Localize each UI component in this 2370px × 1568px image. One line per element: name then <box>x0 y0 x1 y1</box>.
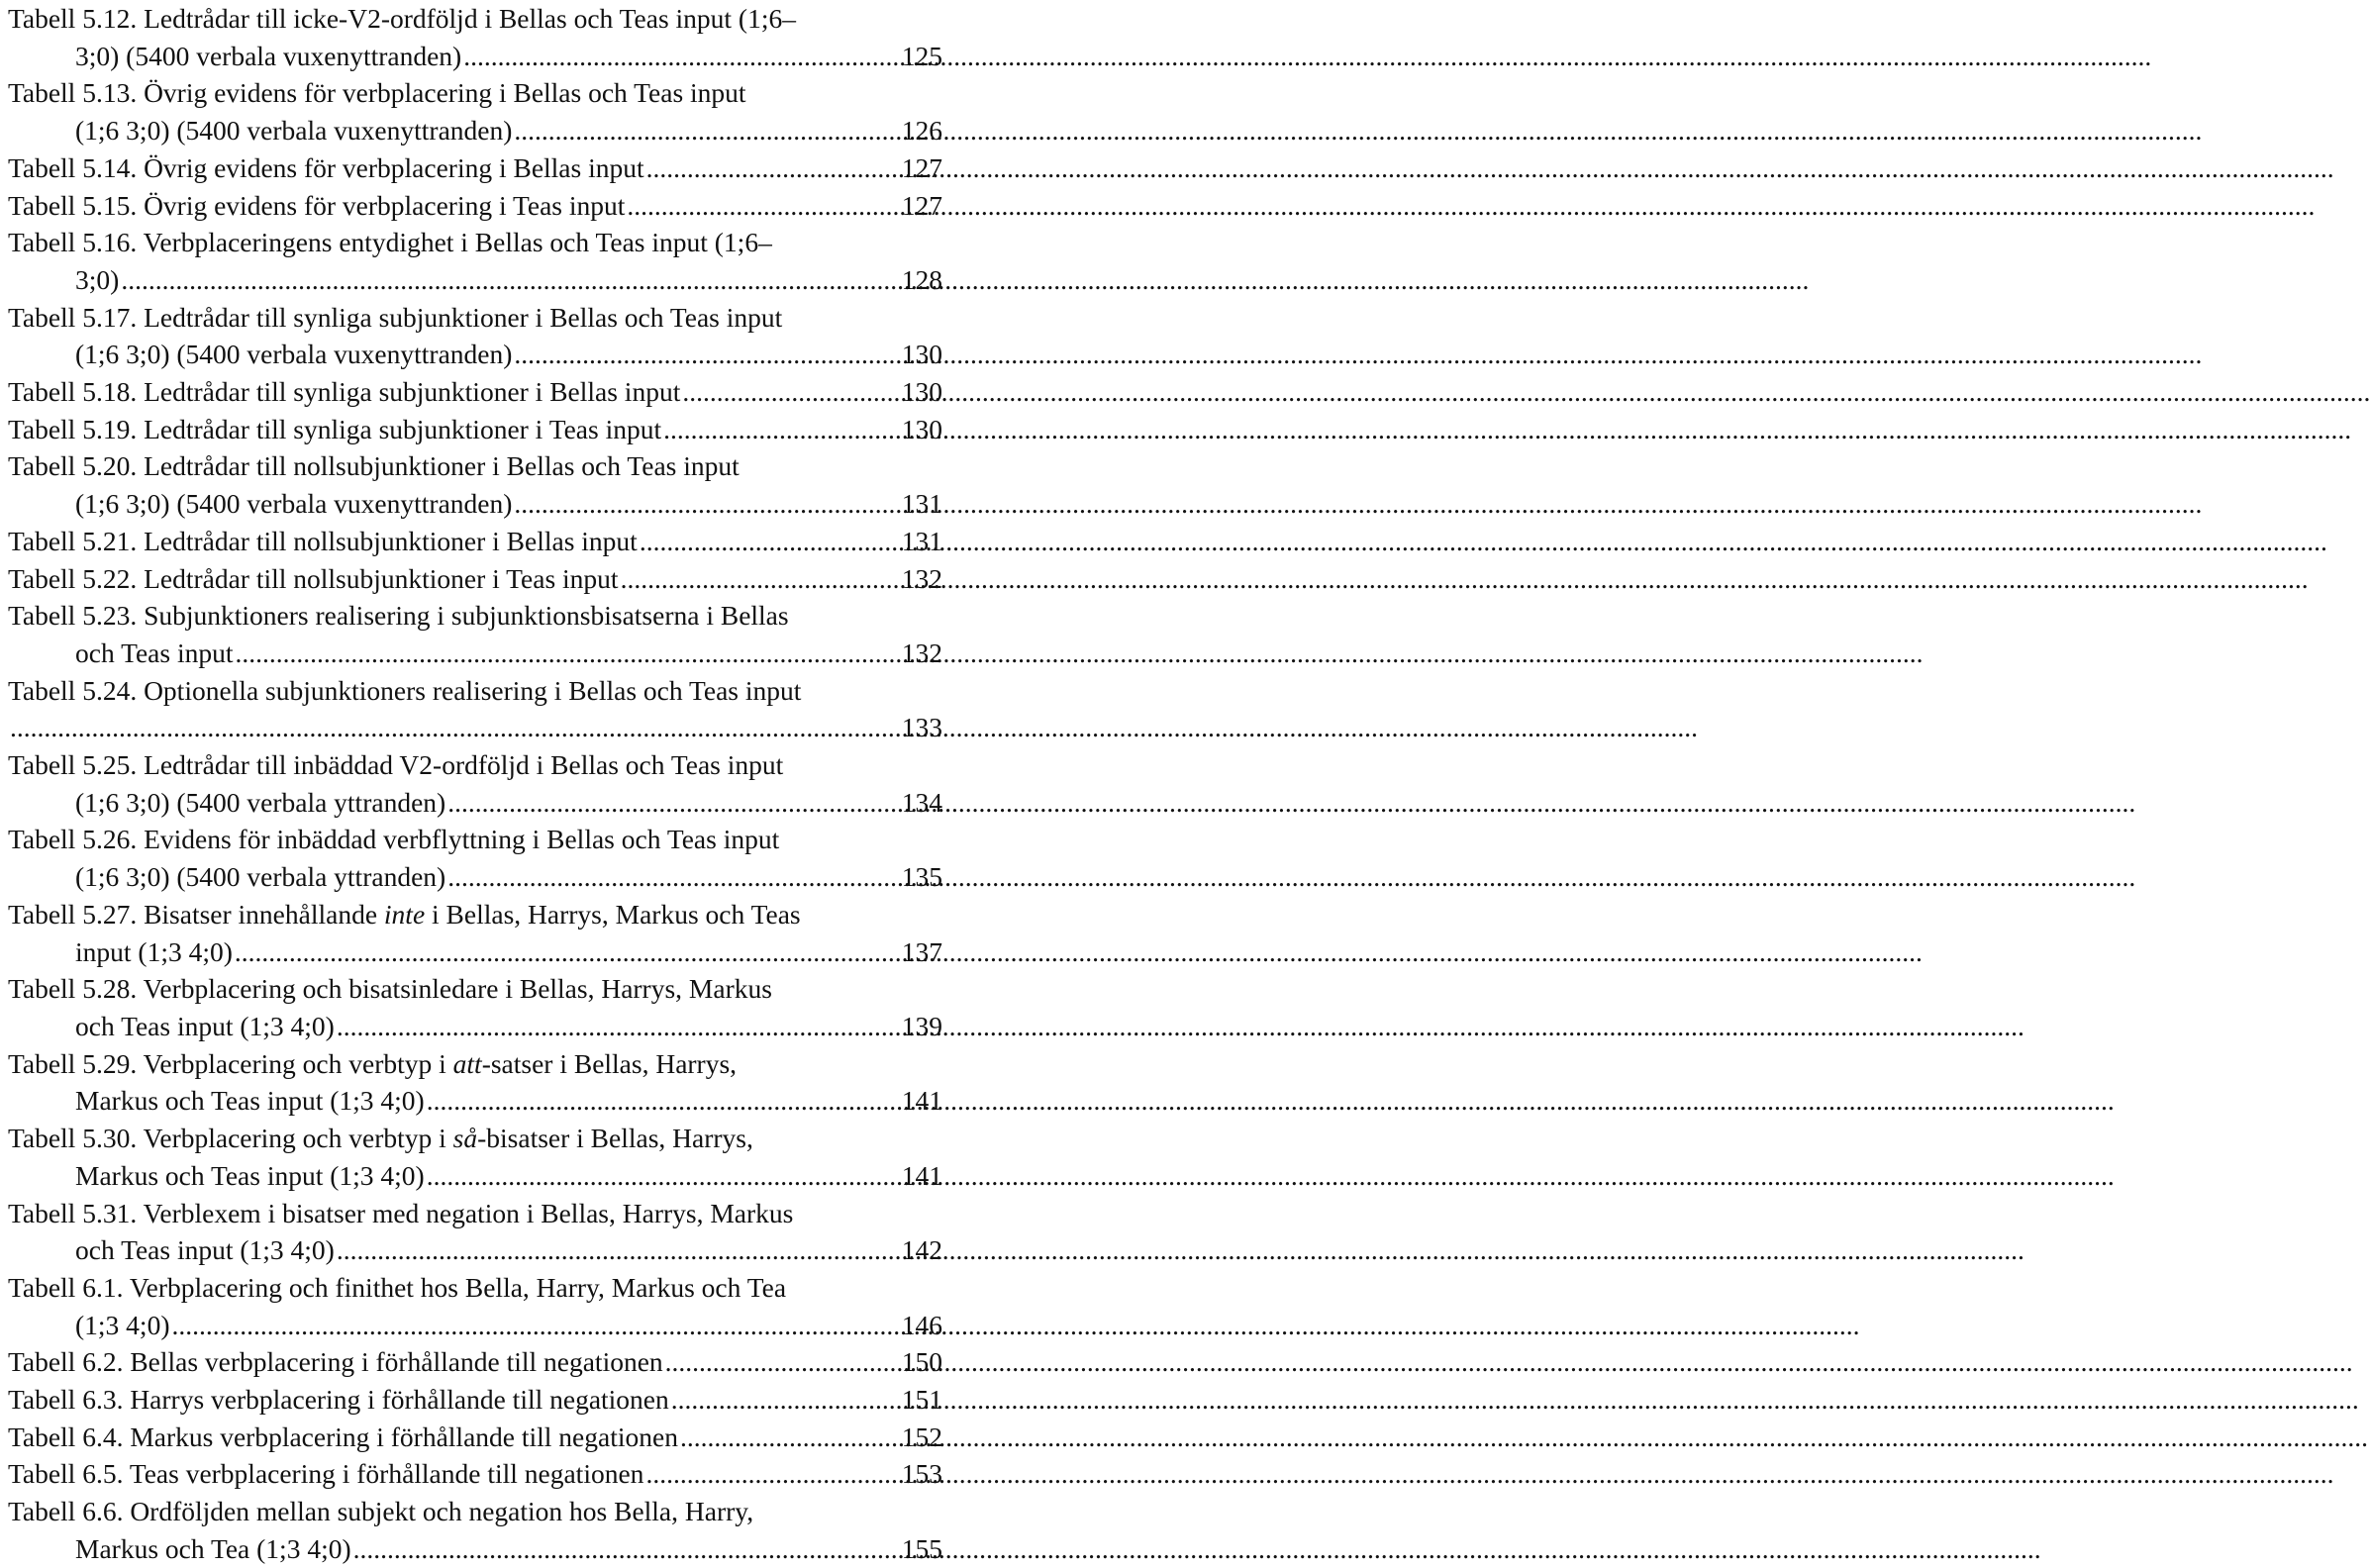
toc-entry[interactable] <box>8 746 942 821</box>
toc-entry[interactable] <box>8 821 942 895</box>
page-number: 125 <box>901 40 942 71</box>
toc-entry[interactable] <box>8 970 942 1044</box>
page-number: 134 <box>901 786 942 818</box>
toc-entry[interactable] <box>8 1493 942 1567</box>
toc-entry-title: Tabell 5.27. Bisatser innehållande inte i Bellas, Harrys, Markus och Teas <box>8 898 801 930</box>
toc-entry-continuation: (1;6 3;0) (5400 verbala vuxenyttranden) <box>75 488 513 520</box>
toc-entry-continuation: input (1;3 4;0) <box>75 935 233 967</box>
page-number: 146 <box>901 1309 942 1340</box>
leader-dots <box>461 38 896 75</box>
page-number: 126 <box>901 115 942 147</box>
toc-entry-title: Tabell 6.1. Verbplacering och finithet hos Bella, Harry, Markus och Tea <box>8 1271 787 1303</box>
leader-dots <box>661 411 896 448</box>
toc-entry-title: Tabell 5.18. Ledtrådar till synliga subjunktioner i Bellas input <box>8 376 681 408</box>
toc-entry-title: Tabell 5.19. Ledtrådar till synliga subjunktioner i Teas input <box>8 413 662 444</box>
toc-entry-continuation: 3;0) (5400 verbala vuxenyttranden) <box>75 40 462 71</box>
leader-dots <box>445 858 896 896</box>
toc-entry[interactable] <box>8 1455 942 1493</box>
toc-entry[interactable] <box>8 672 942 746</box>
leader-dots <box>678 1419 896 1456</box>
toc-entry-title: Tabell 6.3. Harrys verbplacering i förhållande till negationen <box>8 1384 669 1416</box>
leader-dots <box>119 261 895 299</box>
toc-entry-title: Tabell 5.26. Evidens för inbäddad verbflyttning i Bellas och Teas input <box>8 824 780 855</box>
page-number: 141 <box>901 1085 942 1117</box>
toc-entry[interactable] <box>8 896 942 970</box>
page-number: 139 <box>901 1010 942 1041</box>
toc-entry[interactable] <box>8 224 942 298</box>
page-number: 131 <box>901 525 942 556</box>
leader-dots <box>512 485 895 523</box>
toc-entry-title: Tabell 5.12. Ledtrådar till icke-V2-ordföljd i Bellas och Teas input (1;6– <box>8 3 796 34</box>
leader-dots <box>169 1307 895 1344</box>
page-number: 130 <box>901 339 942 370</box>
leader-dots <box>638 523 896 560</box>
toc-entry-title: Tabell 5.23. Subjunktioners realisering i subjunktionsbisatserna i Bellas <box>8 600 789 632</box>
leader-dots <box>619 560 896 598</box>
page-number: 141 <box>901 1159 942 1191</box>
toc-entry[interactable] <box>8 1195 942 1269</box>
toc-entry[interactable] <box>8 1045 942 1120</box>
toc-entry-continuation: 3;0) <box>75 263 120 295</box>
toc-entry[interactable] <box>8 1269 942 1343</box>
page-number: 155 <box>901 1532 942 1564</box>
leader-dots <box>445 784 896 822</box>
toc-entry-continuation: Markus och Tea (1;3 4;0) <box>75 1532 351 1564</box>
toc-entry-title: Tabell 5.24. Optionella subjunktioners realisering i Bellas och Teas input <box>8 674 802 706</box>
toc-entry-title: Tabell 5.21. Ledtrådar till nollsubjunktioner i Bellas input <box>8 525 638 556</box>
toc-entry-continuation: (1;6 3;0) (5400 verbala yttranden) <box>75 861 446 893</box>
page-number: 128 <box>901 263 942 295</box>
leader-dots <box>669 1381 896 1419</box>
page-number: 137 <box>901 935 942 967</box>
leader-dots <box>8 709 896 746</box>
toc-entry-title: Tabell 5.17. Ledtrådar till synliga subjunktioner i Bellas och Teas input <box>8 301 783 333</box>
page-number: 142 <box>901 1234 942 1266</box>
page-number: 130 <box>901 376 942 408</box>
leader-dots <box>512 112 895 149</box>
page-number: 131 <box>901 488 942 520</box>
toc-entry[interactable] <box>8 1120 942 1194</box>
leader-dots <box>335 1231 896 1269</box>
leader-dots <box>644 149 896 187</box>
toc-entry-title: Tabell 5.15. Övrig evidens för verbplacering i Teas input <box>8 189 626 221</box>
toc-entry-continuation: (1;6 3;0) (5400 verbala vuxenyttranden) <box>75 115 513 147</box>
leader-dots <box>233 933 896 971</box>
toc-entry-title: Tabell 5.28. Verbplacering och bisatsinledare i Bellas, Harrys, Markus <box>8 973 772 1005</box>
toc-entry-continuation: (1;6 3;0) (5400 verbala yttranden) <box>75 786 446 818</box>
toc-entry-title: Tabell 6.6. Ordföljden mellan subjekt och negation hos Bella, Harry, <box>8 1496 754 1527</box>
leader-dots <box>425 1157 896 1195</box>
leader-dots <box>625 187 895 225</box>
page-number: 127 <box>901 189 942 221</box>
leader-dots <box>351 1530 896 1568</box>
toc-entry-title: Tabell 5.13. Övrig evidens för verbplacering i Bellas och Teas input <box>8 77 746 109</box>
toc-entry[interactable] <box>8 597 942 671</box>
page-number: 152 <box>901 1421 942 1452</box>
leader-dots <box>512 336 895 373</box>
leader-dots <box>663 1343 896 1381</box>
toc-entry[interactable] <box>8 373 942 411</box>
toc-entry[interactable] <box>8 411 942 448</box>
toc-entry-title: Tabell 5.14. Övrig evidens för verbplacering i Bellas input <box>8 151 644 183</box>
toc-entry-continuation: Markus och Teas input (1;3 4;0) <box>75 1159 425 1191</box>
toc-entry[interactable] <box>8 523 942 560</box>
page-number: 130 <box>901 413 942 444</box>
toc-entry-continuation: och Teas input (1;3 4;0) <box>75 1010 335 1041</box>
toc-entry-title: Tabell 5.25. Ledtrådar till inbäddad V2-ordföljd i Bellas och Teas input <box>8 749 784 781</box>
page-number: 153 <box>901 1458 942 1490</box>
toc-entry[interactable] <box>8 187 942 225</box>
toc-entry-title: Tabell 5.31. Verblexem i bisatser med negation i Bellas, Harrys, Markus <box>8 1197 794 1228</box>
page-number: 151 <box>901 1384 942 1416</box>
page-number: 150 <box>901 1346 942 1378</box>
leader-dots <box>233 635 895 672</box>
leader-dots <box>680 373 895 411</box>
toc-entry-title: Tabell 5.16. Verbplaceringens entydighet i Bellas och Teas input (1;6– <box>8 227 772 258</box>
toc-entry-title: Tabell 5.30. Verbplacering och verbtyp i så-bisatser i Bellas, Harrys, <box>8 1123 753 1154</box>
toc-entry[interactable] <box>8 1343 942 1381</box>
toc-entry-title: Tabell 5.22. Ledtrådar till nollsubjunktioner i Teas input <box>8 562 619 594</box>
toc-entry-title: Tabell 6.4. Markus verbplacering i förhållande till negationen <box>8 1421 678 1452</box>
toc-entry[interactable] <box>8 560 942 598</box>
toc-entry-continuation: och Teas input <box>75 637 234 668</box>
toc-entry[interactable] <box>8 1419 942 1456</box>
page-number: 135 <box>901 861 942 893</box>
toc-entry[interactable] <box>8 0 942 74</box>
toc-entry[interactable] <box>8 447 942 522</box>
toc-entry-continuation: och Teas input (1;3 4;0) <box>75 1234 335 1266</box>
leader-dots <box>425 1082 896 1120</box>
toc-entry[interactable] <box>8 1381 942 1419</box>
toc-entry-title: Tabell 5.29. Verbplacering och verbtyp i att-satser i Bellas, Harrys, <box>8 1047 738 1079</box>
toc-entry[interactable] <box>8 74 942 148</box>
toc-entry-title: Tabell 6.2. Bellas verbplacering i förhållande till negationen <box>8 1346 663 1378</box>
page-number: 132 <box>901 637 942 668</box>
toc-entry[interactable] <box>8 299 942 373</box>
toc-entry-continuation: (1;6 3;0) (5400 verbala vuxenyttranden) <box>75 339 513 370</box>
page-number: 127 <box>901 151 942 183</box>
toc-entry-continuation: Markus och Teas input (1;3 4;0) <box>75 1085 425 1117</box>
leader-dots <box>643 1455 895 1493</box>
leader-dots <box>335 1008 896 1045</box>
page-number: 133 <box>901 712 942 743</box>
toc-entry-title: Tabell 5.20. Ledtrådar till nollsubjunktioner i Bellas och Teas input <box>8 450 740 482</box>
table-of-tables <box>8 0 942 1568</box>
toc-entry-continuation: (1;3 4;0) <box>75 1309 170 1340</box>
toc-entry-title: Tabell 6.5. Teas verbplacering i förhållande till negationen <box>8 1458 644 1490</box>
toc-entry[interactable] <box>8 149 942 187</box>
page-number: 132 <box>901 562 942 594</box>
